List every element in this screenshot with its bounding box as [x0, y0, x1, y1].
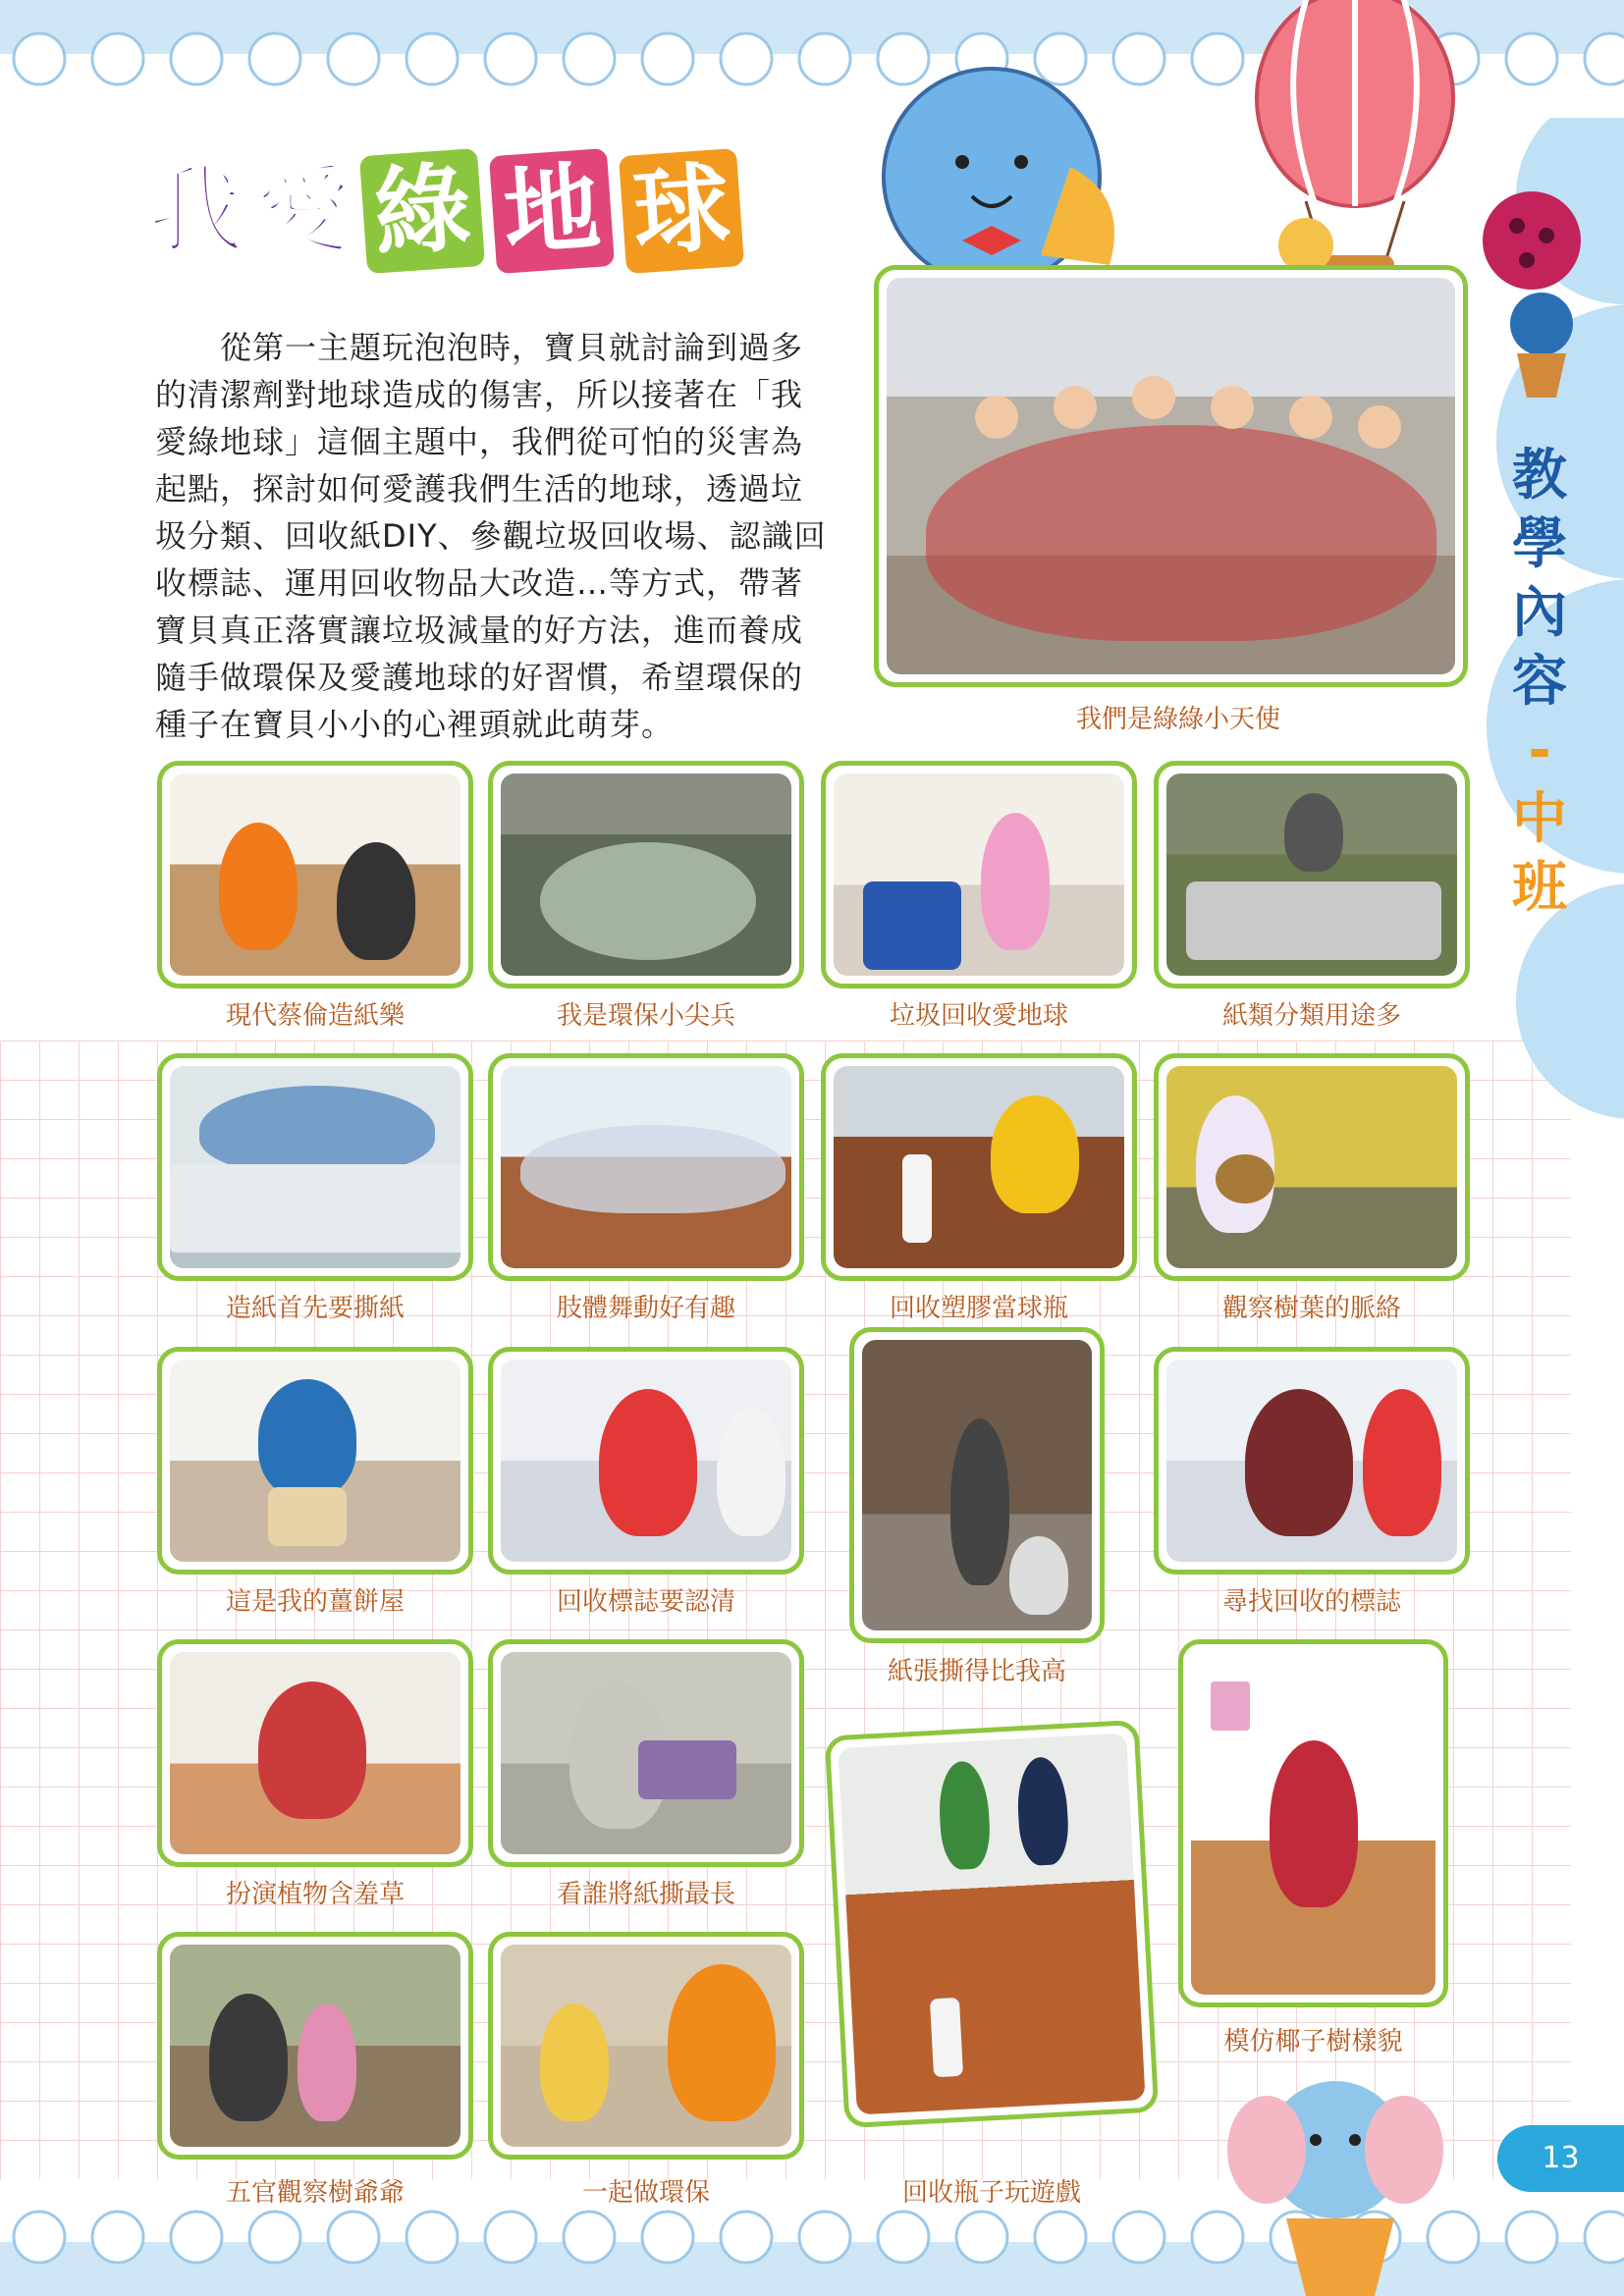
- title-char-2: 愛: [255, 155, 352, 267]
- photo-caption: 造紙首先要撕紙: [225, 1294, 405, 1323]
- side-label-char: 中: [1512, 787, 1567, 851]
- side-bubble-decoration: [1487, 118, 1624, 2179]
- side-label-char: 容: [1512, 650, 1567, 714]
- photo-paper-sorting: [1154, 761, 1470, 988]
- photo-tearing-paper: [157, 1053, 473, 1281]
- photo-gingerbread-house: [157, 1347, 473, 1575]
- photo-leaf-veins: [1154, 1053, 1470, 1281]
- hero-photo-caption: 我們是綠綠小天使: [1075, 705, 1280, 734]
- ladybug-balloon-illustration: [1473, 187, 1600, 402]
- photo-longest-tear: [488, 1639, 804, 1867]
- photo-doing-eco-together: [488, 1932, 804, 2160]
- intro-paragraph: 從第一主題玩泡泡時，寶貝就討論到過多的清潔劑對地球造成的傷害，所以接著在「我愛綠地球」這個主題中，我們從可怕的災害為起點，探討如何愛護我們生活的地球，透過垃圾分類、回收紙DIY、參觀垃圾回收場、認識回收標誌、運用回收物品大改造…等方式，帶著寶貝真正落實讓垃圾減量的好方法，進而養成隨手做環保及愛護地球的好習慣，希望環保的種子在寶貝小小的心裡頭就此萌芽。: [155, 329, 827, 743]
- side-label-dash: -: [1528, 719, 1551, 782]
- photo-caption: 回收瓶子玩遊戲: [901, 2178, 1081, 2208]
- photo-caption: 紙類分類用途多: [1221, 1001, 1401, 1031]
- title-char-1: 我: [147, 155, 244, 267]
- photo-caption: 模仿椰子樹樣貌: [1223, 2027, 1403, 2056]
- photo-bottle-bowling: [821, 1053, 1137, 1281]
- photo-trash-sorting: [821, 761, 1137, 988]
- page-number: 13: [1497, 2125, 1624, 2192]
- photo-bottle-game: [825, 1720, 1159, 2128]
- title-char-5: 球: [619, 148, 744, 274]
- side-label-char: 教: [1512, 444, 1567, 507]
- photo-paper-making: [157, 761, 473, 988]
- photo-recycle-labels: [488, 1347, 804, 1575]
- photo-mimosa-act: [157, 1639, 473, 1867]
- photo-find-recycle-labels: [1154, 1347, 1470, 1575]
- photo-caption: 一起做環保: [581, 2178, 710, 2208]
- side-section-label: [1510, 442, 1569, 923]
- photo-caption: 觀察樹葉的脈絡: [1221, 1294, 1401, 1323]
- photo-caption: 尋找回收的標誌: [1221, 1587, 1401, 1617]
- photo-caption: 看誰將紙撕最長: [556, 1880, 735, 1909]
- title-char-4: 地: [489, 148, 615, 274]
- side-label-char: 學: [1512, 512, 1567, 576]
- photo-caption: 回收塑膠當球瓶: [889, 1294, 1068, 1323]
- photo-paper-taller: [849, 1327, 1105, 1643]
- side-label-char: 內: [1512, 581, 1567, 645]
- photo-caption: 五官觀察樹爺爺: [225, 2178, 405, 2208]
- photo-caption: 垃圾回收愛地球: [889, 1001, 1068, 1031]
- page-title: [147, 147, 740, 275]
- photo-caption: 這是我的薑餅屋: [225, 1587, 405, 1617]
- photo-body-dance: [488, 1053, 804, 1281]
- photo-tree-observation: [157, 1932, 473, 2160]
- hero-class-photo: [874, 265, 1468, 687]
- photo-caption: 我是環保小尖兵: [556, 1001, 735, 1031]
- photo-recycle-bin: [488, 761, 804, 988]
- photo-caption: 紙張撕得比我高: [887, 1657, 1066, 1686]
- title-char-3: 綠: [359, 148, 485, 274]
- blue-bird-illustration: [815, 59, 1168, 265]
- photo-caption: 肢體舞動好有趣: [556, 1294, 735, 1323]
- photo-caption: 回收標誌要認清: [556, 1587, 735, 1617]
- photo-coconut-tree-pose: [1178, 1639, 1448, 2007]
- photo-caption: 現代蔡倫造紙樂: [225, 1001, 405, 1031]
- side-label-char: 班: [1512, 856, 1567, 920]
- photo-caption: 扮演植物含羞草: [225, 1880, 405, 1909]
- elephant-illustration: [1218, 2071, 1463, 2296]
